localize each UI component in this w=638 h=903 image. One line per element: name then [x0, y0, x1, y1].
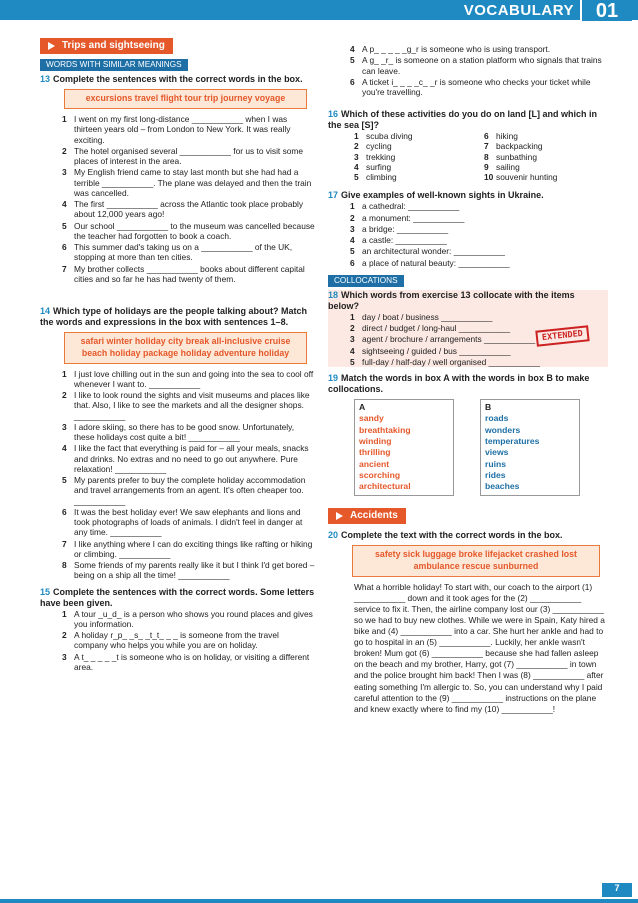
list-item: 2 A holiday r_p_ _s_ _t_t_ _ _ is someone from the travel company who helps you while you are on holiday. — [62, 630, 279, 651]
subsection-strip: WORDS WITH SIMILAR MEANINGS — [40, 59, 188, 71]
list-item: 7 backpacking — [484, 141, 543, 152]
list-item: 3 I adore skiing, so there has to be good snow. Unfortunately, these holidays cost quite a bit! ___________ — [62, 421, 295, 443]
list-item: 6 a place of natural beauty: ___________ — [350, 257, 510, 268]
exercise-19-title: 19 Match the words in box A with the words in box B to make collocations. — [328, 373, 590, 395]
list-item: 5 an architectural wonder: ___________ — [350, 246, 505, 257]
exercise-13-list — [62, 114, 315, 284]
list-item: 8 sunbathing — [484, 151, 537, 162]
list-item: 3 My English friend came to stay last month but she had had a terrible ___________. The plane was delayed and then the train was cancelled. — [62, 167, 312, 198]
list-item: 4 sightseeing / guided / bus ___________ — [350, 345, 511, 356]
list-item: 4 I like the fact that everything is paid for – all your meals, snacks and drinks. No extras and no need to go out anywhere. Pure relaxation! ___________ — [62, 443, 309, 474]
exercise-19-boxes — [354, 399, 608, 496]
list-item: 3 trekking — [354, 151, 396, 162]
list-item: 5 A g_ _r_ is someone on a station platform who signals that trains can leave. — [350, 55, 602, 76]
header-bar — [0, 0, 638, 20]
list-item: 9 sailing — [484, 161, 520, 172]
box-a: A sandy breathtaking winding thrilling ancient scorching architectural — [354, 399, 454, 496]
list-item: 1 A tour _u_d_ is a person who shows you round places and gives you information. — [62, 608, 313, 629]
left-column — [40, 38, 315, 673]
list-item: 2 cycling — [354, 141, 392, 152]
list-item: 3 agent / brochure / arrangements ___________ — [350, 334, 536, 345]
list-item: 2 direct / budget / long-haul ___________ — [350, 323, 511, 334]
list-item: 2 a monument: ___________ — [350, 212, 465, 223]
right-column — [328, 44, 608, 715]
exercise-15-title: 15 Complete the sentences with the correct words. Some letters have been given. — [40, 586, 315, 608]
box-b: B roads wonders temperatures views ruins rides beaches — [480, 399, 580, 496]
bottom-bar — [0, 899, 638, 903]
exercise-14-title: 14 Which type of holidays are the people talking about? Match the words and expressions in the box with sentences 1–8. — [40, 306, 308, 327]
list-item: 7 My brother collects ___________ books about different capital cities and so far he has had twenty of them. — [62, 263, 305, 284]
list-item: 2 The hotel organised several ___________ for us to visit some places of interest in the area. — [62, 145, 304, 167]
exercise-16-grid — [354, 131, 608, 182]
exercise-15-list — [62, 609, 315, 673]
exercise-16-title: 16 Which of these activities do you do on land [L] and which in the sea [S]? — [328, 109, 598, 131]
list-item: 7 I like anything where I can do exciting things like rafting or hiking or climbing. ___________ — [62, 538, 313, 559]
list-item: 5 climbing — [354, 172, 397, 183]
list-item: 4 A p_ _ _ _ _g_r is someone who is using transport. — [350, 44, 551, 54]
exercise-20-title: 20 Complete the text with the correct words in the box. — [328, 529, 563, 540]
exercise-15-continued — [350, 44, 608, 97]
list-item: 6 hiking — [484, 131, 518, 142]
list-item: 6 A ticket i_ _ _ _c_ _r is someone who checks your ticket while you're travelling. — [350, 76, 591, 97]
extended-stamp: EXTENDED — [535, 325, 589, 347]
exercise-14-wordbox: safari winter holiday city break all-inclusive cruise beach holiday package holiday adventure holiday — [64, 332, 307, 364]
list-item: 2 I like to look round the sights and visit museums and places like that. Also, I like to see the markets and all the designer shops. ___________ — [62, 390, 310, 421]
list-item: 4 surfing — [354, 161, 392, 172]
exercise-20-text: What a horrible holiday! To start with, our coach to the airport (1) ___________ down and it took ages for the (2) ___________ service to fix it. Then, the airline company lost our (3) ___________ so we had to buy new clothes. While we were in Spain, Katy hired a bike and (4) ___________ into a car. She hurt her ankle and had to go to hospital in an (5) ___________. Luckily, her ankle wasn't broken! Mum got (6) ___________ because she had fallen asleep on the beach and my brother, Harry, got (7) ___________ in town and the police brought him back! Then I was (8) ___________ after eating something I'm allergic to. So, you can understand why I paid careful attention to the (9) ___________ instructions on the plane and knew exactly where to find my (10) ___________! — [354, 581, 605, 714]
list-item: 10 souvenir hunting — [484, 172, 558, 183]
exercise-14-list — [62, 369, 315, 581]
list-item: 4 a castle: ___________ — [350, 235, 447, 246]
list-item: 1 I went on my first long-distance ___________ when I was thirteen years old – from London to New York. It was really exciting. — [62, 114, 291, 145]
list-item: 1 scuba diving — [354, 131, 413, 142]
exercise-18-title: 18 Which words from exercise 13 collocate with the items below? — [328, 289, 575, 311]
list-item: 8 Some friends of my parents really like it but I think I'd get bored – being on a ship all the time! ___________ — [62, 560, 315, 581]
page-number: 7 — [602, 883, 632, 897]
exercise-13-title: 13 Complete the sentences with the correct words in the box. — [40, 74, 303, 85]
list-item: 6 This summer dad's taking us on a ___________ of the UK, stopping at more than ten cities. — [62, 242, 293, 263]
exercise-20-wordbox: safety sick luggage broke lifejacket crashed lost ambulance rescue sunburned — [352, 545, 600, 577]
list-item: 5 My parents prefer to buy the complete holiday accommodation and travel arrangements from an agent. It's often cheaper too. ___________ — [62, 475, 306, 506]
topic-tab: Trips and sightseeing — [40, 38, 173, 54]
unit-number: 01 — [580, 0, 632, 21]
exercise-13-wordbox: excursions travel flight tour trip journey voyage — [64, 89, 307, 109]
exercise-17-title: 17 Give examples of well-known sights in Ukraine. — [328, 190, 544, 201]
list-item: 4 The first ___________ across the Atlantic took place probably about 12,000 years ago! — [62, 199, 304, 220]
list-item: 5 full-day / half-day / well organised ___________ — [350, 356, 540, 367]
list-item: 6 It was the best holiday ever! We saw elephants and lions and took photographs of loads of animals. I didn't feel in danger at any time. ___________ — [62, 506, 303, 538]
section-title: VOCABULARY — [463, 2, 574, 19]
exercise-17-list — [350, 201, 608, 268]
list-item: 1 I just love chilling out in the sun and going into the sea to cool off whenever I want to. ___________ — [62, 368, 314, 389]
list-item: 1 day / boat / business ___________ — [350, 311, 493, 322]
list-item: 3 A t_ _ _ _ _t is someone who is on holiday, or visiting a different area. — [62, 651, 310, 672]
list-item: 5 Our school ___________ to the museum was cancelled because the teacher had forgotten to book a coach. — [62, 220, 315, 241]
list-item: 1 a cathedral: ___________ — [350, 201, 460, 212]
collocations-strip: COLLOCATIONS — [328, 275, 404, 287]
list-item: 3 a bridge: ___________ — [350, 223, 449, 234]
accidents-tab: Accidents — [328, 508, 406, 524]
